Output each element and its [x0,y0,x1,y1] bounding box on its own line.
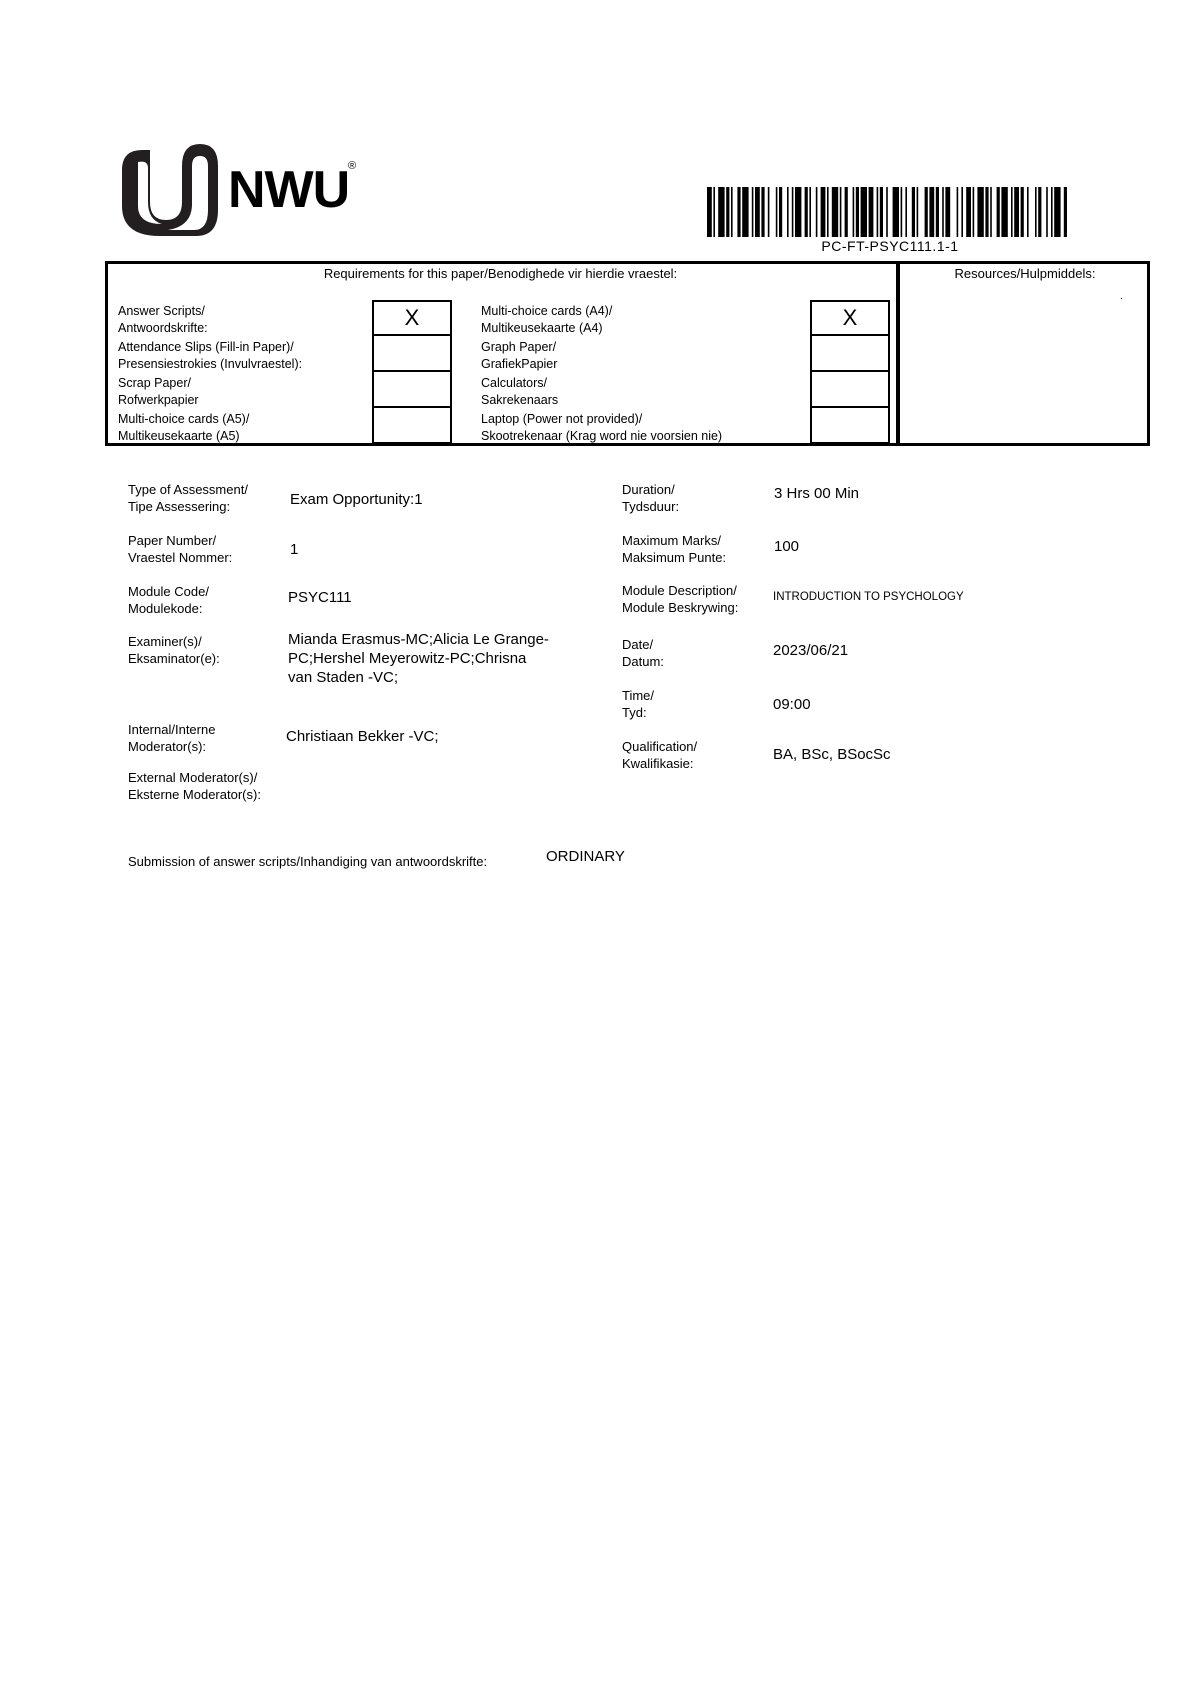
barcode-bar [1001,187,1007,237]
module-code-value: PSYC111 [288,589,352,606]
checkbox-graph-paper [810,336,890,372]
barcode-bar [912,187,915,237]
barcode-bar [936,187,939,237]
module-description-label: Module Description/ Module Beskrywing: [622,583,739,615]
requirement-scrap-paper: Scrap Paper/ Rofwerkpapier [118,376,199,407]
barcode-bar [990,187,992,237]
barcode-bar [1038,187,1041,237]
requirements-right-labels [481,303,811,447]
barcode-bar [880,187,883,237]
type-label: Type of Assessment/ Tipe Assessering: [128,482,248,514]
barcode-bar [752,187,754,237]
barcode-bar [942,187,944,237]
time-value: 09:00 [773,696,811,713]
time-label: Time/ Tyd: [622,688,655,720]
barcode-bar [809,187,811,237]
barcode-bar [792,187,794,237]
barcode-bar [718,187,724,237]
requirement-calculators: Calculators/ Sakrekenaars [481,376,559,407]
barcode-bar [961,187,963,237]
resources-title: Resources/Hulpmiddels: [954,266,1096,281]
external-moderator-label: External Moderator(s)/ Eksterne Moderator(s): [128,770,261,802]
internal-moderator-label: Internal/Interne Moderator(s): [128,722,216,754]
barcode-bar [776,187,778,237]
barcode-bar [966,187,971,237]
registered-mark: ® [348,160,357,172]
internal-moderator-value: Christiaan Bekker -VC; [286,728,439,745]
barcode-bar [861,187,867,237]
barcode-bar [977,187,983,237]
duration-value: 3 Hrs 00 Min [774,485,860,502]
barcode-bar [886,187,888,237]
checkbox-mc-cards-a5 [372,408,452,444]
requirements-right-boxes [810,300,890,444]
barcode-bar [795,187,801,237]
barcode-bar [877,187,879,237]
barcode-bar [1021,187,1024,237]
module-code-label: Module Code/ Modulekode: [128,584,209,616]
barcode-bar [925,187,928,237]
barcode-bar [840,187,842,237]
qualification-label: Qualification/ Kwalifikasie: [622,739,698,771]
barcode-bar [1051,187,1053,237]
barcode-bar [821,187,826,237]
barcode-bar [816,187,818,237]
barcode-bar [707,187,712,237]
barcode-bar [997,187,1000,237]
requirements-divider [896,261,900,446]
submission-label: Submission of answer scripts/Inhandiging van antwoordskrifte: [128,854,488,869]
barcode-bar [1064,187,1067,237]
barcode-bar [917,187,919,237]
requirement-graph-paper: Graph Paper/ GrafiekPapier [481,340,558,371]
checkbox-laptop [810,408,890,444]
barcode-bar [1027,187,1029,237]
barcode-bar [869,187,874,237]
barcode-bar [1054,187,1060,237]
requirements-title: Requirements for this paper/Benodighede vir hierdie vraestel: [323,266,678,281]
barcode-code: PC-FT-PSYC111.1-1 [821,238,959,254]
submission-value: ORDINARY [546,848,625,865]
date-label: Date/ Datum: [622,637,664,669]
barcode [707,187,1067,237]
barcode-bar [827,187,829,237]
logo-mark [122,144,218,236]
barcode-bar [768,187,770,237]
paper-number-value: 1 [290,541,299,558]
barcode-bar [755,187,760,237]
examiner-value: Mianda Erasmus-MC;Alicia Le Grange- PC;Hershel Meyerowitz-PC;Chrisna van Staden -VC; [288,631,549,686]
type-value: Exam Opportunity:1 [290,491,423,508]
logo-wordmark: NWU [228,161,350,219]
barcode-bar [1011,187,1013,237]
barcode-bar [985,187,988,237]
date-value: 2023/06/21 [773,642,849,659]
barcode-bar [905,187,907,237]
barcode-bar [901,187,903,237]
barcode-bar [893,187,899,237]
barcode-bar [779,187,782,237]
requirement-laptop: Laptop (Power not provided)/ Skootrekenaar (Krag word nie voorsien nie) [481,412,723,443]
qualification-value: BA, BSc, BSocSc [773,746,891,763]
barcode-bar [853,187,855,237]
barcode-bar [742,187,748,237]
barcode-bar [761,187,764,237]
checkbox-attendance-slips [372,336,452,372]
barcode-bar [957,187,959,237]
requirement-attendance-slips: Attendance Slips (Fill-in Paper)/ Presensiestrokies (Invulvraestel): [118,340,303,371]
requirement-mc-cards-a4: Multi-choice cards (A4)/ Multikeusekaarte (A4) [481,304,613,335]
barcode-bar [832,187,838,237]
barcode-bar [845,187,848,237]
barcode-bar [787,187,789,237]
barcode-bar [731,187,733,237]
max-marks-label: Maximum Marks/ Maksimum Punte: [622,533,727,565]
duration-label: Duration/ Tydsduur: [622,482,680,514]
max-marks-value: 100 [774,538,800,555]
requirements-left-labels [118,303,368,447]
barcode-bar [805,187,808,237]
barcode-bar [973,187,975,237]
checkbox-calculators [810,372,890,408]
barcode-bar [737,187,740,237]
requirement-mc-cards-a5: Multi-choice cards (A5)/ Multikeusekaarte (A5) [118,412,250,443]
barcode-bar [713,187,715,237]
barcode-bar [1035,187,1037,237]
barcode-bar [856,187,859,237]
resources-value: . [1120,291,1123,302]
examiner-label: Examiner(s)/ Eksaminator(e): [128,634,220,666]
barcode-bar [726,187,729,237]
requirement-answer-scripts: Answer Scripts/ Antwoordskrifte: [118,304,208,335]
barcode-bar [1046,187,1048,237]
checkbox-mc-cards-a4: X [810,300,890,336]
checkbox-scrap-paper [372,372,452,408]
requirements-left-boxes [372,300,452,444]
barcode-bar [929,187,934,237]
module-description-value: INTRODUCTION TO PSYCHOLOGY [773,591,964,603]
checkbox-answer-scripts: X [372,300,452,336]
barcode-bar [1014,187,1019,237]
barcode-bar [945,187,950,237]
paper-number-label: Paper Number/ Vraestel Nommer: [128,533,233,565]
